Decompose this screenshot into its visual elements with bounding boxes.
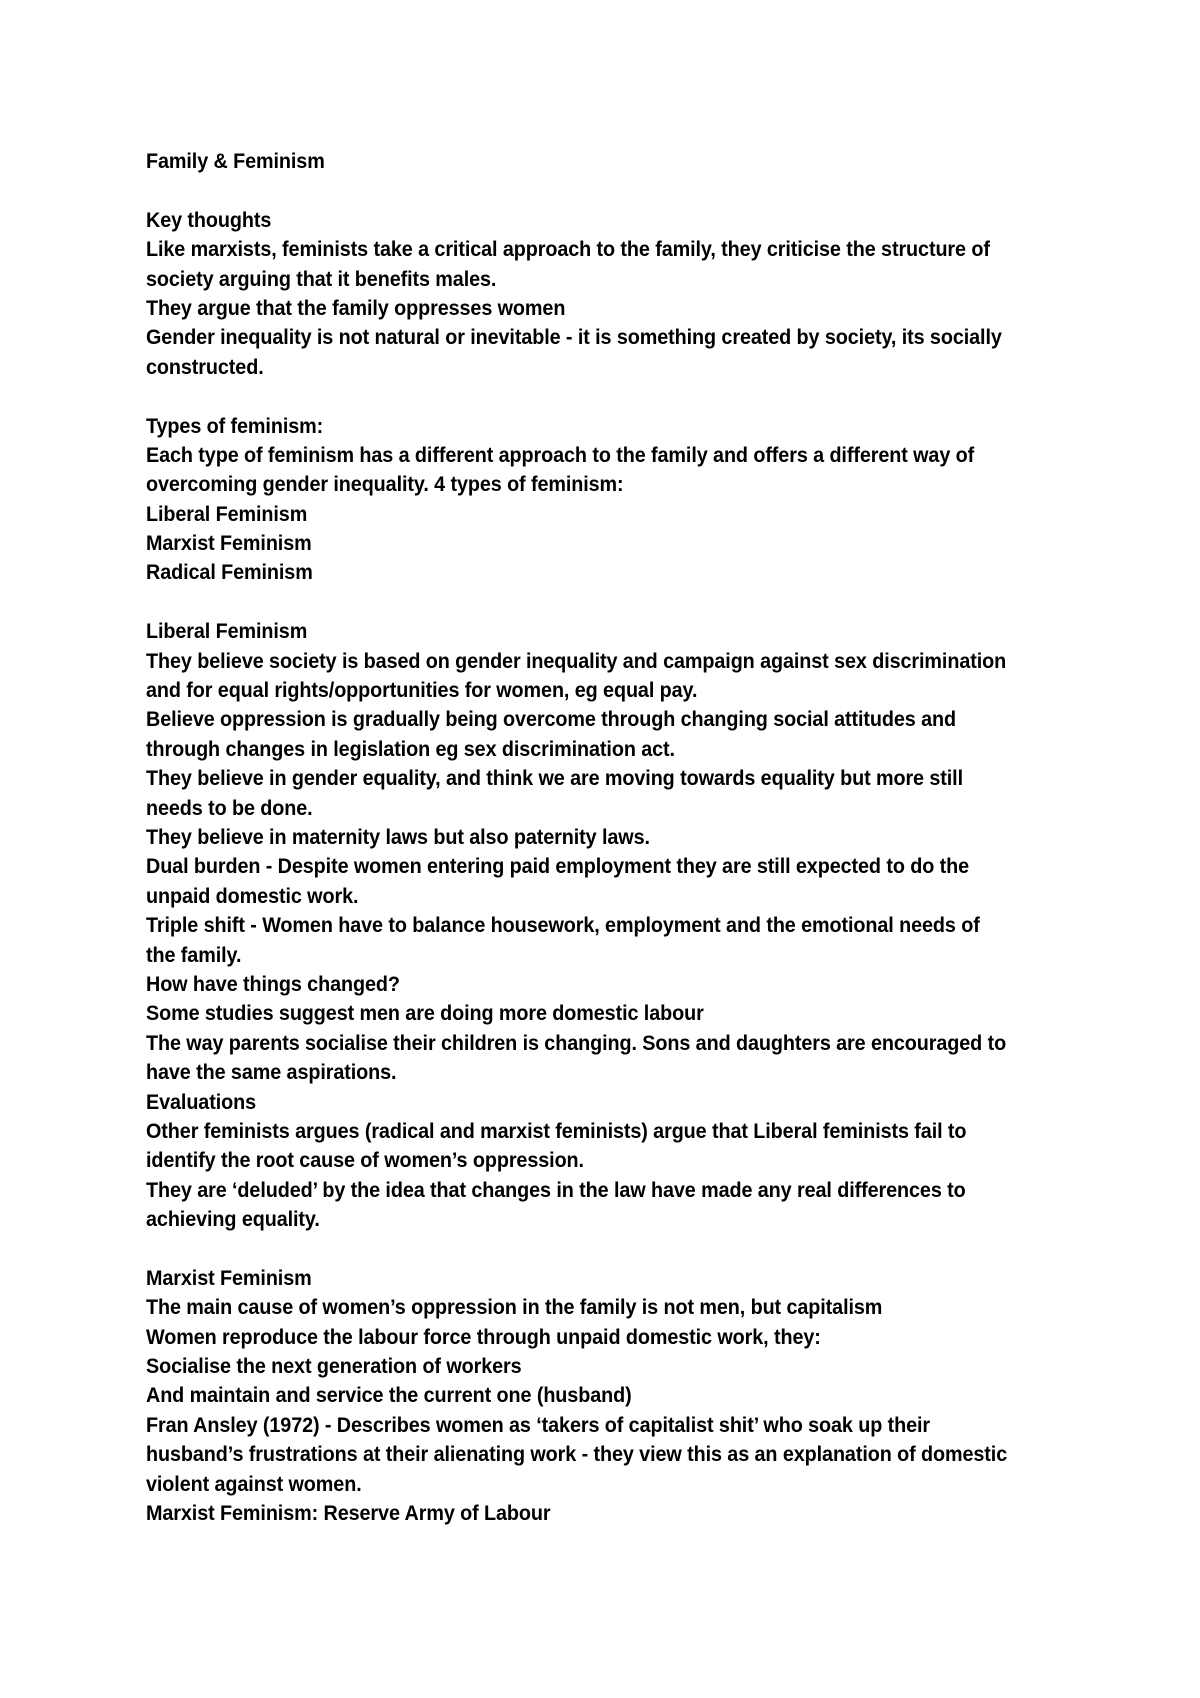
- text-line: Types of feminism:: [146, 413, 324, 438]
- text-line: Evaluations: [146, 1089, 257, 1114]
- text-line: They believe in gender equality, and think we are moving towards equality but more still: [146, 766, 963, 791]
- text-line: The main cause of women’s oppression in the family is not men, but capitalism: [146, 1295, 883, 1320]
- text-line: identify the root cause of women’s oppression.: [146, 1148, 584, 1173]
- text-line: violent against women.: [146, 1471, 362, 1496]
- text-line: and for equal rights/opportunities for women, eg equal pay.: [146, 678, 698, 703]
- text-line: Like marxists, feminists take a critical approach to the family, they criticise the structure of: [146, 237, 990, 262]
- section-liberal-feminism: [146, 617, 1103, 1234]
- document-title: Family & Feminism: [146, 149, 325, 173]
- text-line: They believe society is based on gender inequality and campaign against sex discrimination: [146, 648, 1007, 673]
- text-line: have the same aspirations.: [146, 1060, 397, 1085]
- text-line: They argue that the family oppresses women: [146, 295, 566, 320]
- text-line: Marxist Feminism: [146, 531, 312, 556]
- text-line: through changes in legislation eg sex discrimination act.: [146, 736, 675, 761]
- text-line: And maintain and service the current one (husband): [146, 1383, 632, 1408]
- text-line: Key thoughts: [146, 207, 272, 232]
- text-line: Other feminists argues (radical and marxist feminists) argue that Liberal feminists fail to: [146, 1118, 967, 1143]
- section-key-thoughts: [146, 206, 1103, 382]
- text-line: the family.: [146, 942, 242, 967]
- text-line: Believe oppression is gradually being overcome through changing social attitudes and: [146, 707, 957, 732]
- text-line: They are ‘deluded’ by the idea that changes in the law have made any real differences to: [146, 1177, 966, 1202]
- text-line: Liberal Feminism: [146, 501, 308, 526]
- text-line: unpaid domestic work.: [146, 883, 359, 908]
- text-line: Marxist Feminism: Reserve Army of Labour: [146, 1500, 551, 1525]
- text-line: Socialise the next generation of workers: [146, 1354, 522, 1379]
- text-line: needs to be done.: [146, 795, 313, 820]
- section-types-of-feminism: [146, 412, 1103, 588]
- section-marxist-feminism: [146, 1264, 1103, 1529]
- text-line: They believe in maternity laws but also paternity laws.: [146, 824, 650, 849]
- text-line: Some studies suggest men are doing more domestic labour: [146, 1001, 704, 1026]
- document-content: [146, 147, 1103, 1528]
- text-line: Each type of feminism has a different approach to the family and offers a different way of: [146, 442, 975, 467]
- text-line: achieving equality.: [146, 1207, 320, 1232]
- text-line: Liberal Feminism: [146, 619, 308, 644]
- text-line: Dual burden - Despite women entering paid employment they are still expected to do the: [146, 854, 969, 879]
- text-line: How have things changed?: [146, 971, 400, 996]
- text-line: Triple shift - Women have to balance housework, employment and the emotional needs of: [146, 913, 980, 938]
- document-body: [146, 206, 1103, 1529]
- text-line: Radical Feminism: [146, 560, 313, 585]
- text-line: Women reproduce the labour force through unpaid domestic work, they:: [146, 1324, 821, 1349]
- text-line: Gender inequality is not natural or inevitable - it is something created by society, its socially: [146, 325, 1002, 350]
- text-line: Fran Ansley (1972) - Describes women as ‘takers of capitalist shit’ who soak up their: [146, 1412, 931, 1437]
- text-line: husband’s frustrations at their alienating work - they view this as an explanation of domestic: [146, 1442, 1008, 1467]
- text-line: overcoming gender inequality. 4 types of feminism:: [146, 472, 624, 497]
- text-line: society arguing that it benefits males.: [146, 266, 497, 291]
- text-line: The way parents socialise their children is changing. Sons and daughters are encouraged to: [146, 1030, 1007, 1055]
- text-line: constructed.: [146, 354, 264, 379]
- text-line: Marxist Feminism: [146, 1265, 312, 1290]
